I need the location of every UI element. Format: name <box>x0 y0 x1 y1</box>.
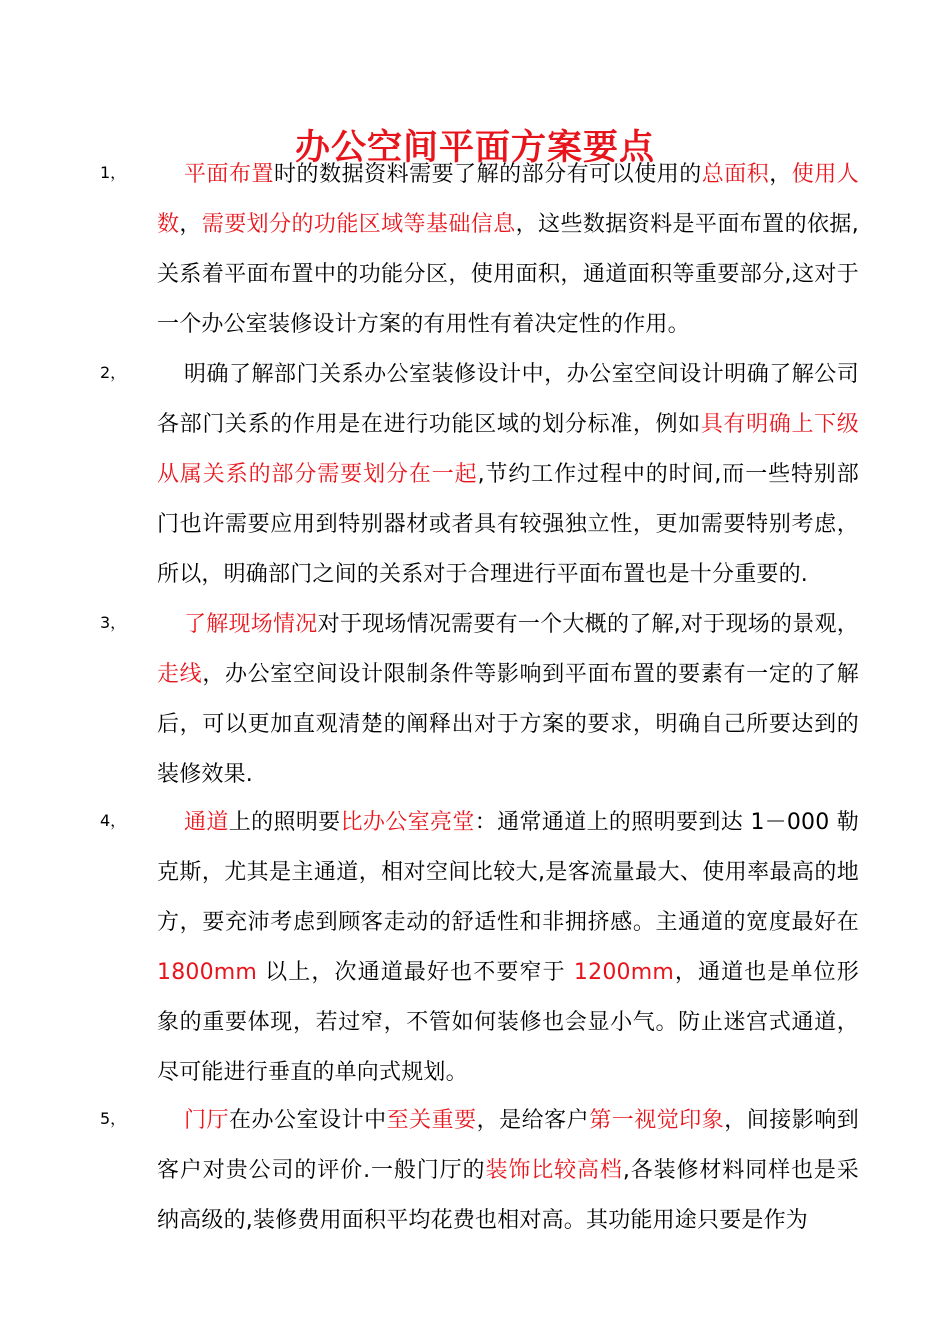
highlighted-text: 1200mm <box>573 960 674 985</box>
item-paragraph <box>157 600 859 800</box>
highlighted-text: 平面布置 <box>184 162 275 187</box>
highlighted-text: 了解现场情况 <box>184 612 318 637</box>
highlighted-text: 至关重要 <box>386 1108 477 1133</box>
body-text: ：通常通道上的照明要到达 1－000 勒克斯，尤其是主通道，相对空间比较大,是客流量最大、使用率最高的地方，要充沛考虑到顾客走动的舒适性和非拥挤感。主通道的宽度最好在 <box>157 810 860 935</box>
item-number: 1， <box>100 163 127 182</box>
item-number: 5， <box>100 1109 127 1128</box>
item-paragraph <box>157 150 859 350</box>
body-text: ，这些数据资料是平面布置的依据,关系着平面布置中的功能分区，使用面积，通道面积等重要部分,这对于一个办公室装修设计方案的有用性有着决定性的作用。 <box>157 212 860 337</box>
highlighted-text: 第一视觉印象 <box>589 1108 725 1133</box>
item-number: 2， <box>100 363 127 382</box>
item-paragraph <box>157 350 859 600</box>
highlighted-text: 具有明确上下级从属关系的部分需要划分在一起 <box>157 412 859 487</box>
highlighted-text: 需要划分的功能区域等基础信息 <box>201 212 516 237</box>
highlighted-text: 门厅 <box>184 1108 230 1133</box>
highlighted-text: 走线 <box>157 662 203 687</box>
body-text: 明确了解部门关系办公室装修设计中，办公室空间设计明确了解公司各部门关系的作用是在进行功能区域的划分标准，例如 <box>157 362 859 437</box>
body-text: 时的数据资料需要了解的部分有可以使用的 <box>274 162 702 187</box>
item-paragraph <box>157 798 859 1098</box>
item-number: 4， <box>100 811 127 830</box>
body-text: ，间接影响到客户对贵公司的评价.一般门厅的 <box>157 1108 859 1183</box>
page-title: 办公空间平面方案要点 <box>294 128 655 169</box>
body-text: ，办公室空间设计限制条件等影响到平面布置的要素有一定的了解后，可以更加直观清楚的阐释出对于方案的要求，明确自己所要达到的装修效果. <box>157 662 859 787</box>
body-text: 在办公室设计中 <box>229 1108 387 1133</box>
item-number: 3， <box>100 613 127 632</box>
item-paragraph <box>157 1096 859 1246</box>
highlighted-text: 装饰比较高档 <box>485 1158 623 1183</box>
body-text: 以上，次通道最好也不要窄于 <box>257 960 574 985</box>
highlighted-text: 通道 <box>184 810 229 835</box>
body-text: 对于现场情况需要有一个大概的了解,对于现场的景观， <box>317 612 859 637</box>
body-text: ，通道也是单位形象的重要体现，若过窄，不管如何装修也会显小气。防止迷宫式通道，尽可能进行垂直的单向式规划。 <box>157 960 859 1085</box>
highlighted-text: 总面积 <box>701 162 770 187</box>
body-text: ，是给客户 <box>476 1108 590 1133</box>
highlighted-text: 1800mm <box>157 960 258 985</box>
body-text: ， <box>179 212 202 237</box>
body-text: ,节约工作过程中的时间,而一些特别部门也许需要应用到特别器材或者具有较强独立性，更加需要特别考虑，所以，明确部门之间的关系对于合理进行平面布置也是十分重要的. <box>157 462 859 587</box>
body-text: ， <box>769 162 792 187</box>
highlighted-text: 使用人数 <box>157 162 859 237</box>
body-text: 上的照明要 <box>228 810 341 835</box>
body-text: ,各装修材料同样也是采纳高级的,装修费用面积平均花费也相对高。其功能用途只要是作为 <box>157 1158 860 1233</box>
highlighted-text: 比办公室亮堂 <box>340 810 475 835</box>
